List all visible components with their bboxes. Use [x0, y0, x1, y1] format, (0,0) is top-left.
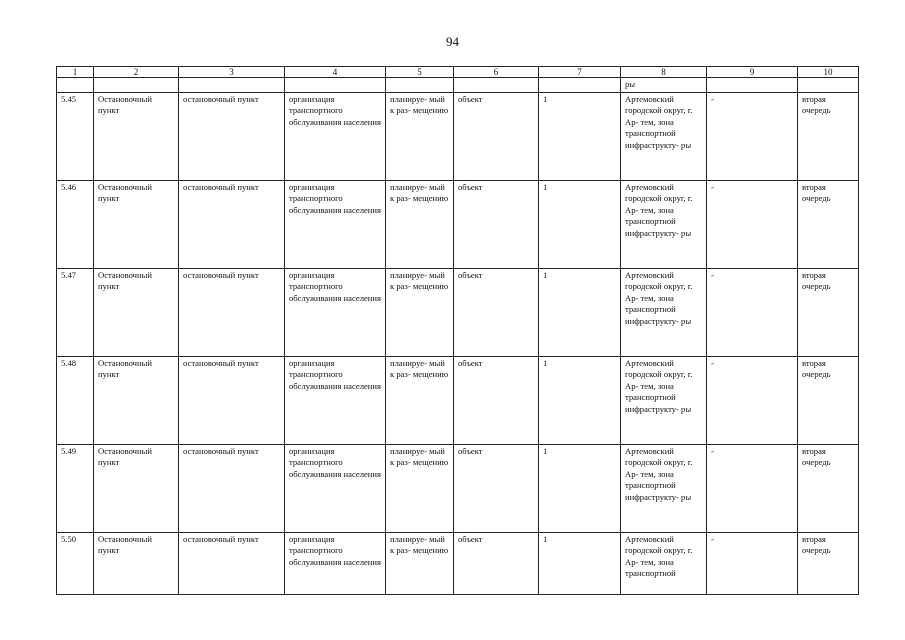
stage-cell: вторая очередь [798, 357, 859, 445]
column-header: 7 [539, 67, 621, 78]
row-number-cell: 5.49 [57, 445, 94, 533]
location-cell: Артемовский городской округ, г. Ар- тем, зона транспортной инфраструкту- ры [621, 181, 707, 269]
status-cell: планируе- мый к раз- мещению [386, 445, 454, 533]
object-type-cell: объект [454, 93, 539, 181]
table-row [57, 181, 859, 269]
table-cell [179, 78, 285, 93]
row-number-cell: 5.45 [57, 93, 94, 181]
zone-cell: - [707, 445, 798, 533]
status-cell: планируе- мый к раз- мещению [386, 533, 454, 595]
table-row [57, 93, 859, 181]
object-type-cell: объект [454, 533, 539, 595]
table-row [57, 533, 859, 595]
column-header: 1 [57, 67, 94, 78]
table-row [57, 445, 859, 533]
table-cell [386, 78, 454, 93]
table-cell [57, 78, 94, 93]
count-cell: 1 [539, 269, 621, 357]
column-header: 4 [285, 67, 386, 78]
kind-cell: остановочный пункт [179, 357, 285, 445]
kind-cell: остановочный пункт [179, 93, 285, 181]
name-cell: Остановочный пункт [94, 533, 179, 595]
stage-cell: вторая очередь [798, 181, 859, 269]
column-header: 9 [707, 67, 798, 78]
zone-cell: - [707, 533, 798, 595]
table-cell [454, 78, 539, 93]
row-number-cell: 5.47 [57, 269, 94, 357]
page-number: 94 [446, 34, 459, 49]
status-cell: планируе- мый к раз- мещению [386, 357, 454, 445]
table-row [57, 357, 859, 445]
count-cell: 1 [539, 445, 621, 533]
table-cell [539, 78, 621, 93]
name-cell: Остановочный пункт [94, 93, 179, 181]
name-cell: Остановочный пункт [94, 181, 179, 269]
kind-cell: остановочный пункт [179, 445, 285, 533]
object-type-cell: объект [454, 269, 539, 357]
purpose-cell: организация транспортного обслуживания населения [285, 533, 386, 595]
column-header: 10 [798, 67, 859, 78]
purpose-cell: организация транспортного обслуживания населения [285, 357, 386, 445]
name-cell: Остановочный пункт [94, 445, 179, 533]
location-cell: Артемовский городской округ, г. Ар- тем, зона транспортной инфраструкту- ры [621, 269, 707, 357]
table-row [57, 269, 859, 357]
column-header: 6 [454, 67, 539, 78]
zone-cell: - [707, 269, 798, 357]
zone-cell: - [707, 181, 798, 269]
status-cell: планируе- мый к раз- мещению [386, 269, 454, 357]
purpose-cell: организация транспортного обслуживания населения [285, 93, 386, 181]
purpose-cell: организация транспортного обслуживания населения [285, 445, 386, 533]
zone-cell: - [707, 93, 798, 181]
column-header: 3 [179, 67, 285, 78]
stage-cell: вторая очередь [798, 93, 859, 181]
location-cell: Артемовский городской округ, г. Ар- тем, зона транспортной инфраструкту- ры [621, 93, 707, 181]
stage-cell: вторая очередь [798, 533, 859, 595]
status-cell: планируе- мый к раз- мещению [386, 93, 454, 181]
kind-cell: остановочный пункт [179, 269, 285, 357]
object-type-cell: объект [454, 445, 539, 533]
count-cell: 1 [539, 357, 621, 445]
kind-cell: остановочный пункт [179, 533, 285, 595]
column-header: 2 [94, 67, 179, 78]
planning-table [56, 66, 859, 595]
header-row [57, 67, 859, 78]
status-cell: планируе- мый к раз- мещению [386, 181, 454, 269]
count-cell: 1 [539, 93, 621, 181]
purpose-cell: организация транспортного обслуживания населения [285, 269, 386, 357]
location-cell: Артемовский городской округ, г. Ар- тем, зона транспортной [621, 533, 707, 595]
table-cell [707, 78, 798, 93]
row-number-cell: 5.48 [57, 357, 94, 445]
column-header: 8 [621, 67, 707, 78]
stage-cell: вторая очередь [798, 269, 859, 357]
row-number-cell: 5.46 [57, 181, 94, 269]
zone-cell: - [707, 357, 798, 445]
count-cell: 1 [539, 533, 621, 595]
table-cell [285, 78, 386, 93]
name-cell: Остановочный пункт [94, 269, 179, 357]
location-cell: Артемовский городской округ, г. Ар- тем, зона транспортной инфраструкту- ры [621, 357, 707, 445]
kind-cell: остановочный пункт [179, 181, 285, 269]
continuation-row [57, 78, 859, 93]
table-cell [94, 78, 179, 93]
stage-cell: вторая очередь [798, 445, 859, 533]
location-cell: Артемовский городской округ, г. Ар- тем, зона транспортной инфраструкту- ры [621, 445, 707, 533]
count-cell: 1 [539, 181, 621, 269]
object-type-cell: объект [454, 357, 539, 445]
purpose-cell: организация транспортного обслуживания населения [285, 181, 386, 269]
table-cell: ры [621, 78, 707, 93]
column-header: 5 [386, 67, 454, 78]
row-number-cell: 5.50 [57, 533, 94, 595]
name-cell: Остановочный пункт [94, 357, 179, 445]
object-type-cell: объект [454, 181, 539, 269]
table-cell [798, 78, 859, 93]
